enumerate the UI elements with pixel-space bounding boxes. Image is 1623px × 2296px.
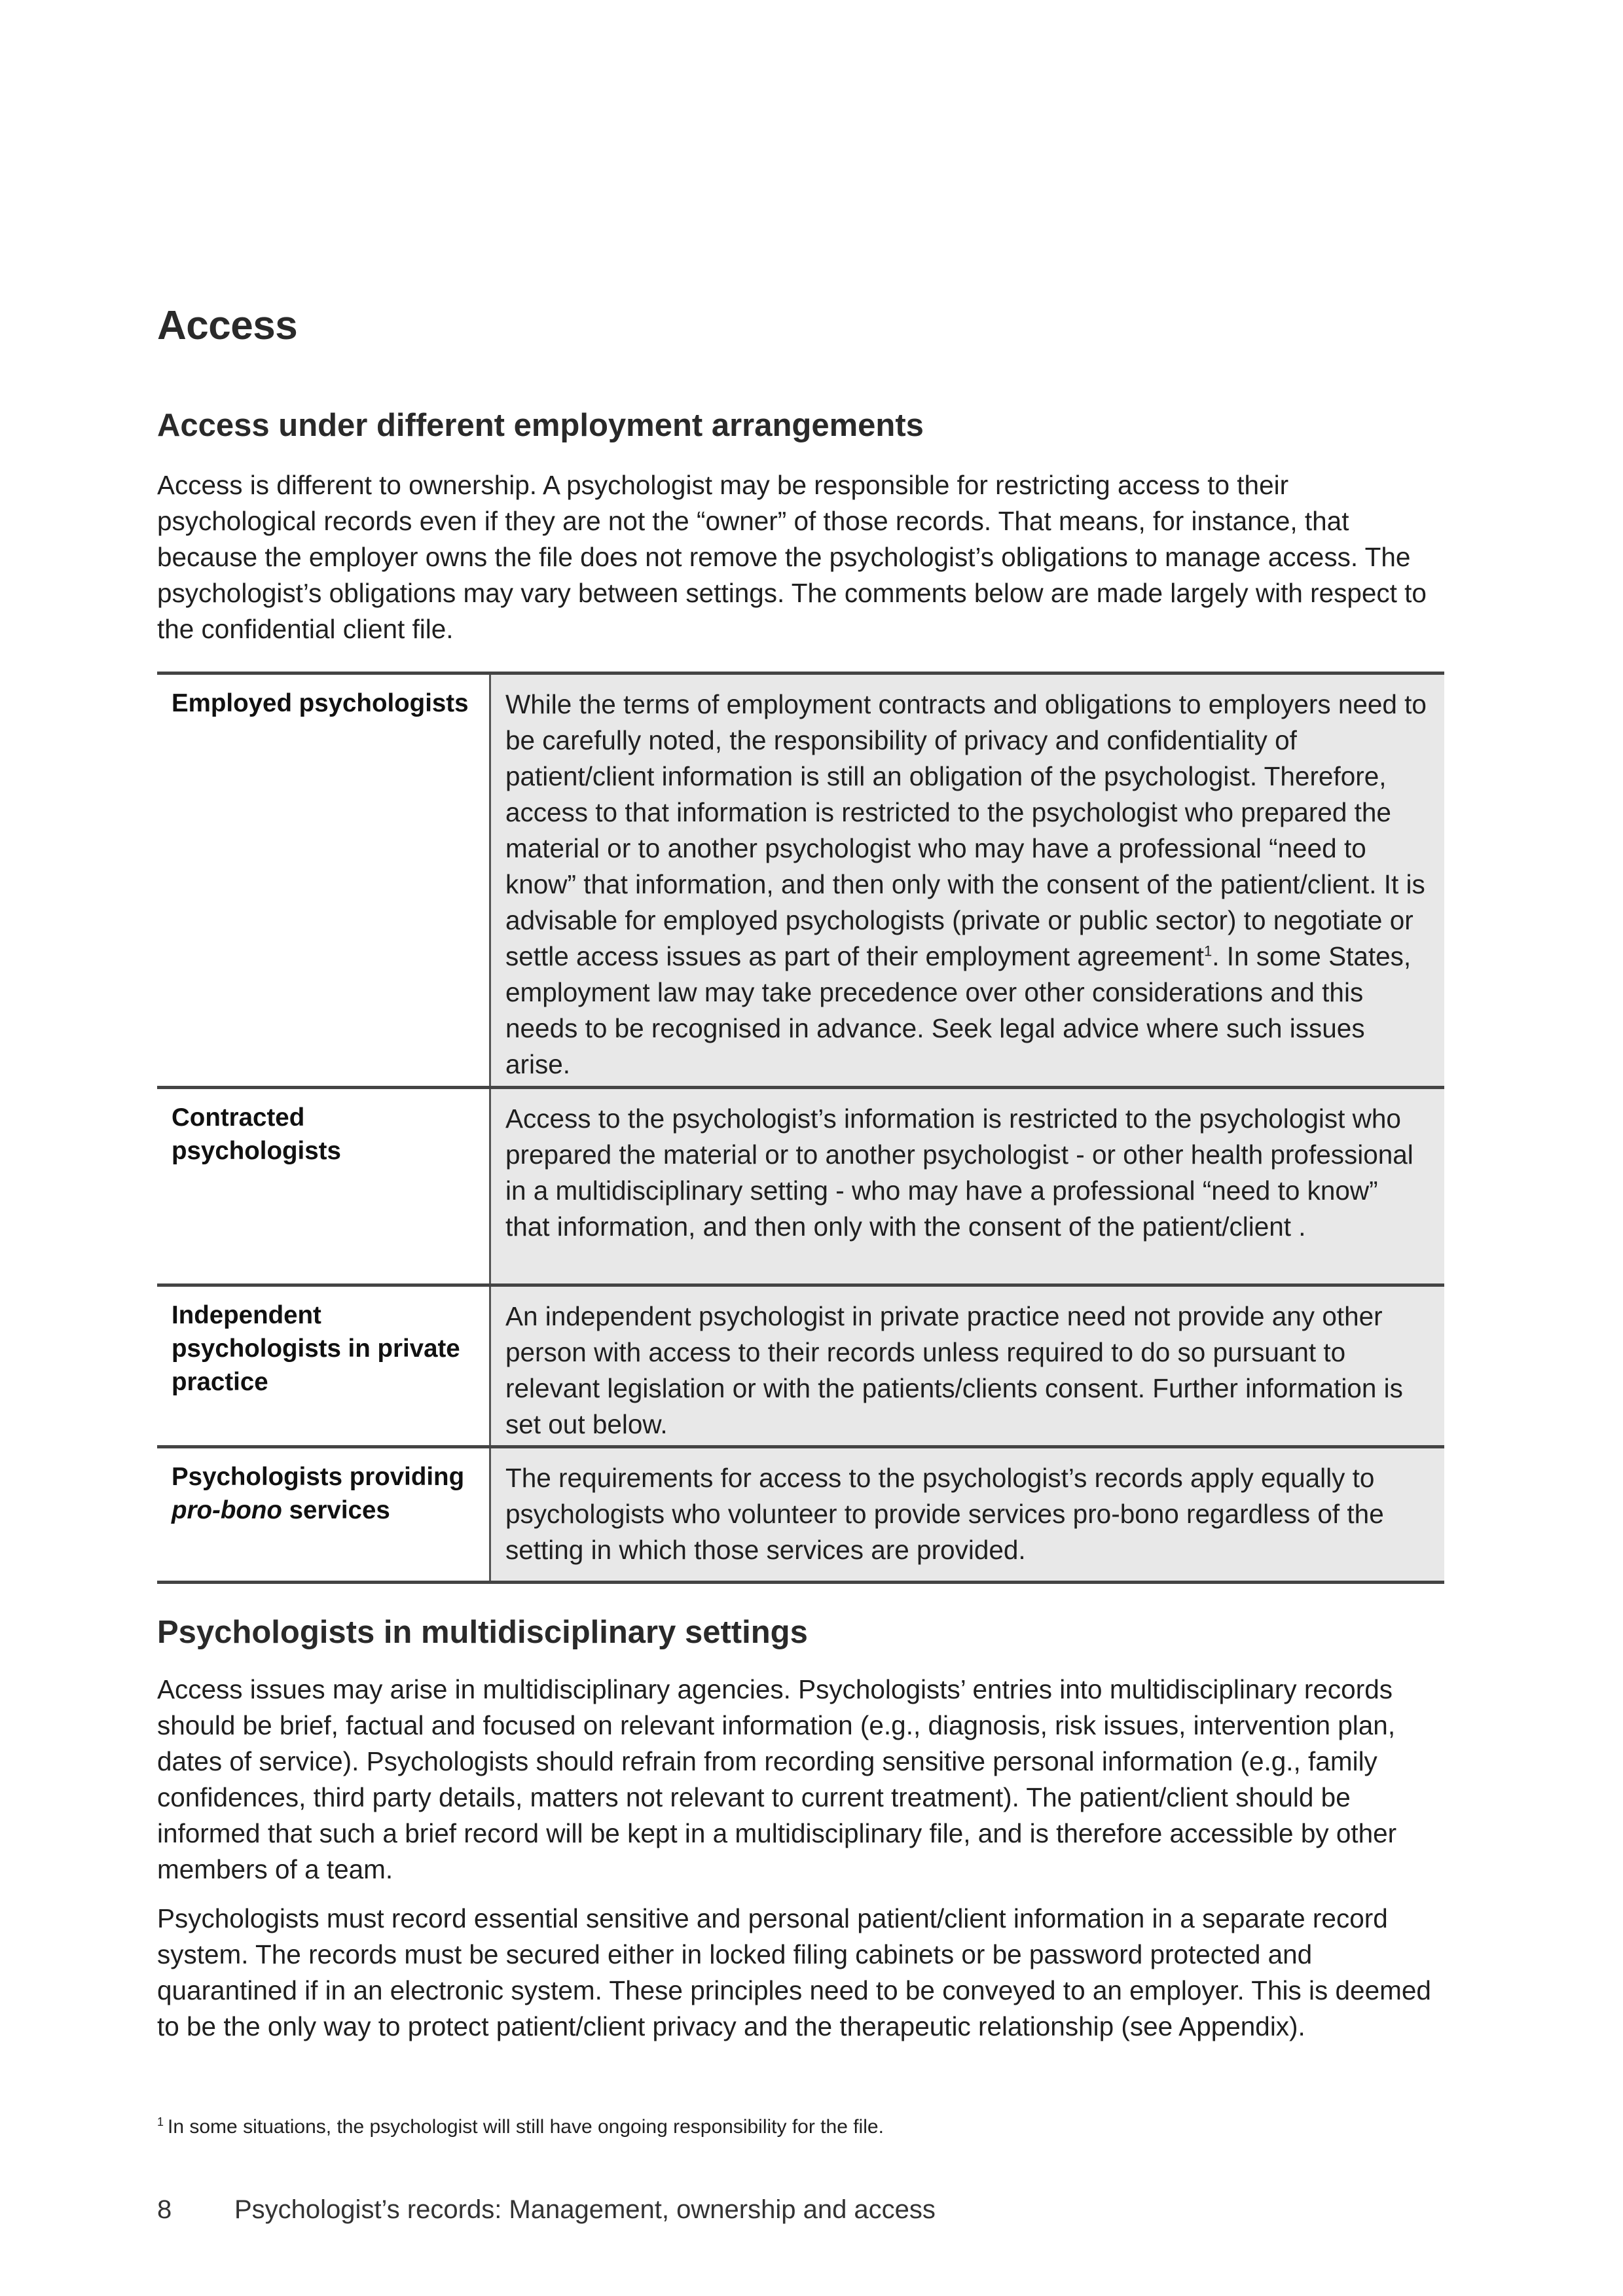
page-footer — [157, 2195, 936, 2225]
table-row — [157, 1086, 1444, 1283]
row-text: Access to the psychologist’s information is restricted to the psychologist who prepared the material or to another psychologist - or other health professional in a multidisciplinary setting - who may have a professional “need to know” that information, and then only with the consent of the patient/client . — [491, 1089, 1444, 1283]
access-table — [157, 672, 1444, 1584]
row-text — [491, 675, 1444, 1086]
footnote — [157, 2115, 884, 2138]
section-title-employment: Access under different employment arrangements — [157, 408, 924, 443]
row-label-italic: pro-bono — [172, 1496, 282, 1524]
page-heading: Access — [157, 303, 298, 348]
multidisciplinary-paragraph-2: Psychologists must record essential sensitive and personal patient/client information in a separate record system. The records must be secured either in locked filing cabinets or be password protected and quarantined if in an electronic system. These principles need to be conveyed to an employer. This is deemed to be the only way to protect patient/client privacy and the therapeutic relationship (see Appendix). — [157, 1903, 1431, 2041]
row-label-part: services — [282, 1496, 390, 1524]
footer-title: Psychologist’s records: Management, ownership and access — [234, 2195, 936, 2224]
table-row — [157, 672, 1444, 1086]
row-text: The requirements for access to the psychologist’s records apply equally to psychologists who volunteer to provide services pro-bono regardless of the setting in which those services are provided. — [491, 1448, 1444, 1581]
table-row — [157, 1283, 1444, 1445]
table-row — [157, 1445, 1444, 1584]
row-label-part: Psychologists providing — [172, 1463, 465, 1491]
footnote-reference: 1 — [1204, 942, 1213, 960]
row-label: Independent psychologists in private practice — [157, 1287, 491, 1445]
footnote-text: In some situations, the psychologist will still have ongoing responsibility for the file. — [168, 2116, 884, 2138]
section-title-multidisciplinary: Psychologists in multidisciplinary settings — [157, 1615, 808, 1650]
row-label: Contracted psychologists — [157, 1089, 491, 1283]
intro-paragraph: Access is different to ownership. A psychologist may be responsible for restricting access to their psychological records even if they are not the “owner” of those records. That means, for instance, that because the employer owns the file does not remove the psychologist’s obligations to manage access. The psychologist’s obligations may vary between settings. The comments below are made largely with respect to the confidential client file. — [157, 470, 1427, 644]
footnote-mark: 1 — [157, 2115, 164, 2128]
row-label — [157, 1448, 491, 1581]
page-number: 8 — [157, 2195, 172, 2224]
row-text: An independent psychologist in private practice need not provide any other person with access to their records unless required to do so pursuant to relevant legislation or with the patients/clients consent. Further information is set out below. — [491, 1287, 1444, 1445]
row-text-part: . In some States, employment law may take precedence over other considerations and this needs to be recognised in advance. Seek legal advice where such issues arise. — [505, 941, 1412, 1079]
row-text-part: While the terms of employment contracts and obligations to employers need to be carefully noted, the responsibility of privacy and confidentiality of patient/client information is still an obligation of the psychologist. Therefore, access to that information is restricted to the psychologist who prepared the material or to another psychologist who may have a professional “need to know” that information, and then only with the consent of the patient/client. It is advisable for employed psychologists (private or public sector) to negotiate or settle access issues as part of their employment agreement — [505, 689, 1427, 971]
multidisciplinary-paragraph-1: Access issues may arise in multidisciplinary agencies. Psychologists’ entries into multidisciplinary records should be brief, factual and focused on relevant information (e.g., diagnosis, risk issues, intervention plan, dates of service). Psychologists should refrain from recording sensitive personal information (e.g., family confidences, third party details, matters not relevant to current treatment). The patient/client should be informed that such a brief record will be kept in a multidisciplinary file, and is therefore accessible by other members of a team. — [157, 1674, 1397, 1884]
row-label: Employed psychologists — [157, 675, 491, 1086]
